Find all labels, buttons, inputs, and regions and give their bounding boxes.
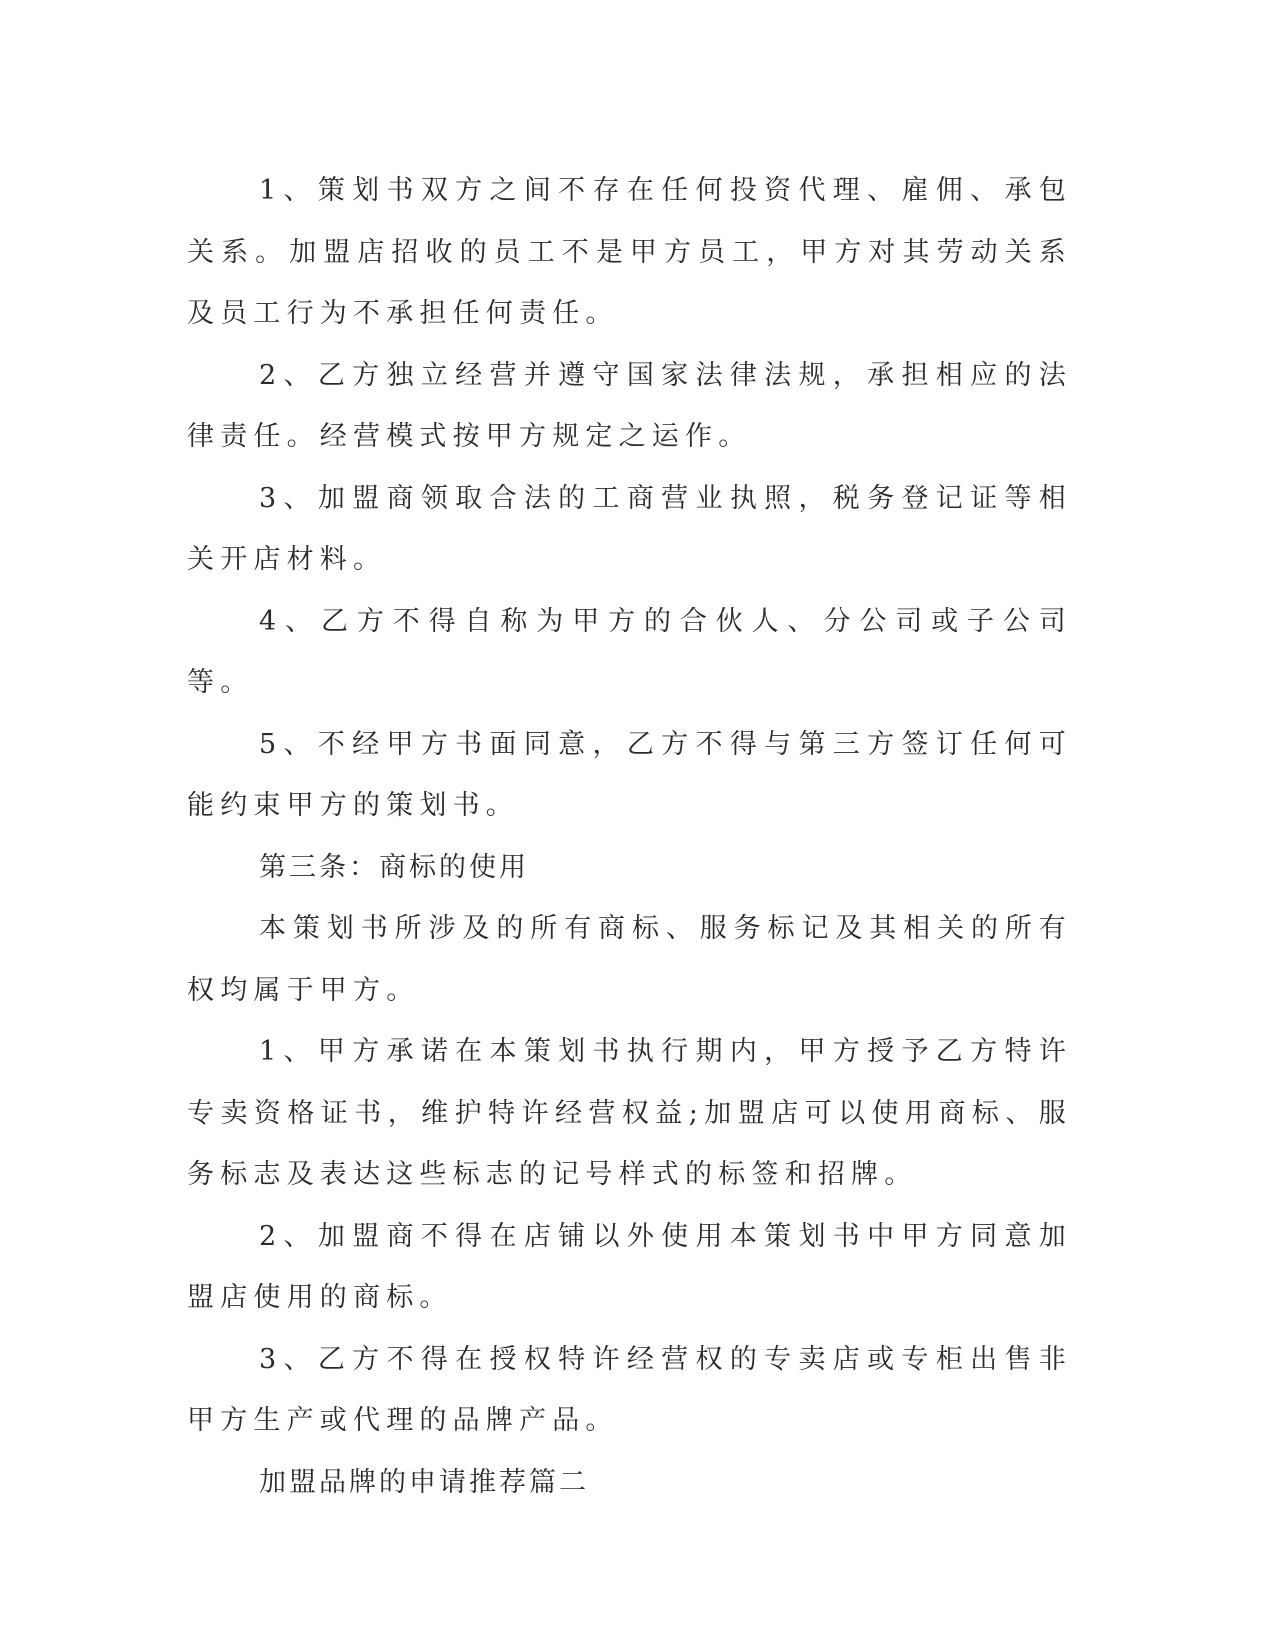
paragraph: 2、乙方独立经营并遵守国家法律法规，承担相应的法律责任。经营模式按甲方规定之运作。 <box>187 359 1072 452</box>
section-heading: 第三条：商标的使用 <box>259 851 529 883</box>
paragraph: 3、乙方不得在授权特许经营权的专卖店或专柜出售非甲方生产或代理的品牌产品。 <box>187 1343 1072 1436</box>
document-body <box>187 160 1072 1513</box>
paragraph: 1、策划书双方之间不存在任何投资代理、雇佣、承包关系。加盟店招收的员工不是甲方员工，甲方对其劳动关系及员工行为不承担任何责任。 <box>187 175 1072 329</box>
paragraph: 1、甲方承诺在本策划书执行期内，甲方授予乙方特许专卖资格证书，维护特许经营权益;加盟店可以使用商标、服务标志及表达这些标志的记号样式的标签和招牌。 <box>187 1036 1072 1190</box>
paragraph: 5、不经甲方书面同意，乙方不得与第三方签订任何可能约束甲方的策划书。 <box>187 728 1072 821</box>
paragraph: 2、加盟商不得在店铺以外使用本策划书中甲方同意加盟店使用的商标。 <box>187 1220 1072 1313</box>
paragraph: 3、加盟商领取合法的工商营业执照，税务登记证等相关开店材料。 <box>187 482 1072 575</box>
next-section-title: 加盟品牌的申请推荐篇二 <box>259 1466 589 1498</box>
paragraph: 4、乙方不得自称为甲方的合伙人、分公司或子公司等。 <box>187 605 1072 698</box>
paragraph: 本策划书所涉及的所有商标、服务标记及其相关的所有权均属于甲方。 <box>187 913 1072 1006</box>
